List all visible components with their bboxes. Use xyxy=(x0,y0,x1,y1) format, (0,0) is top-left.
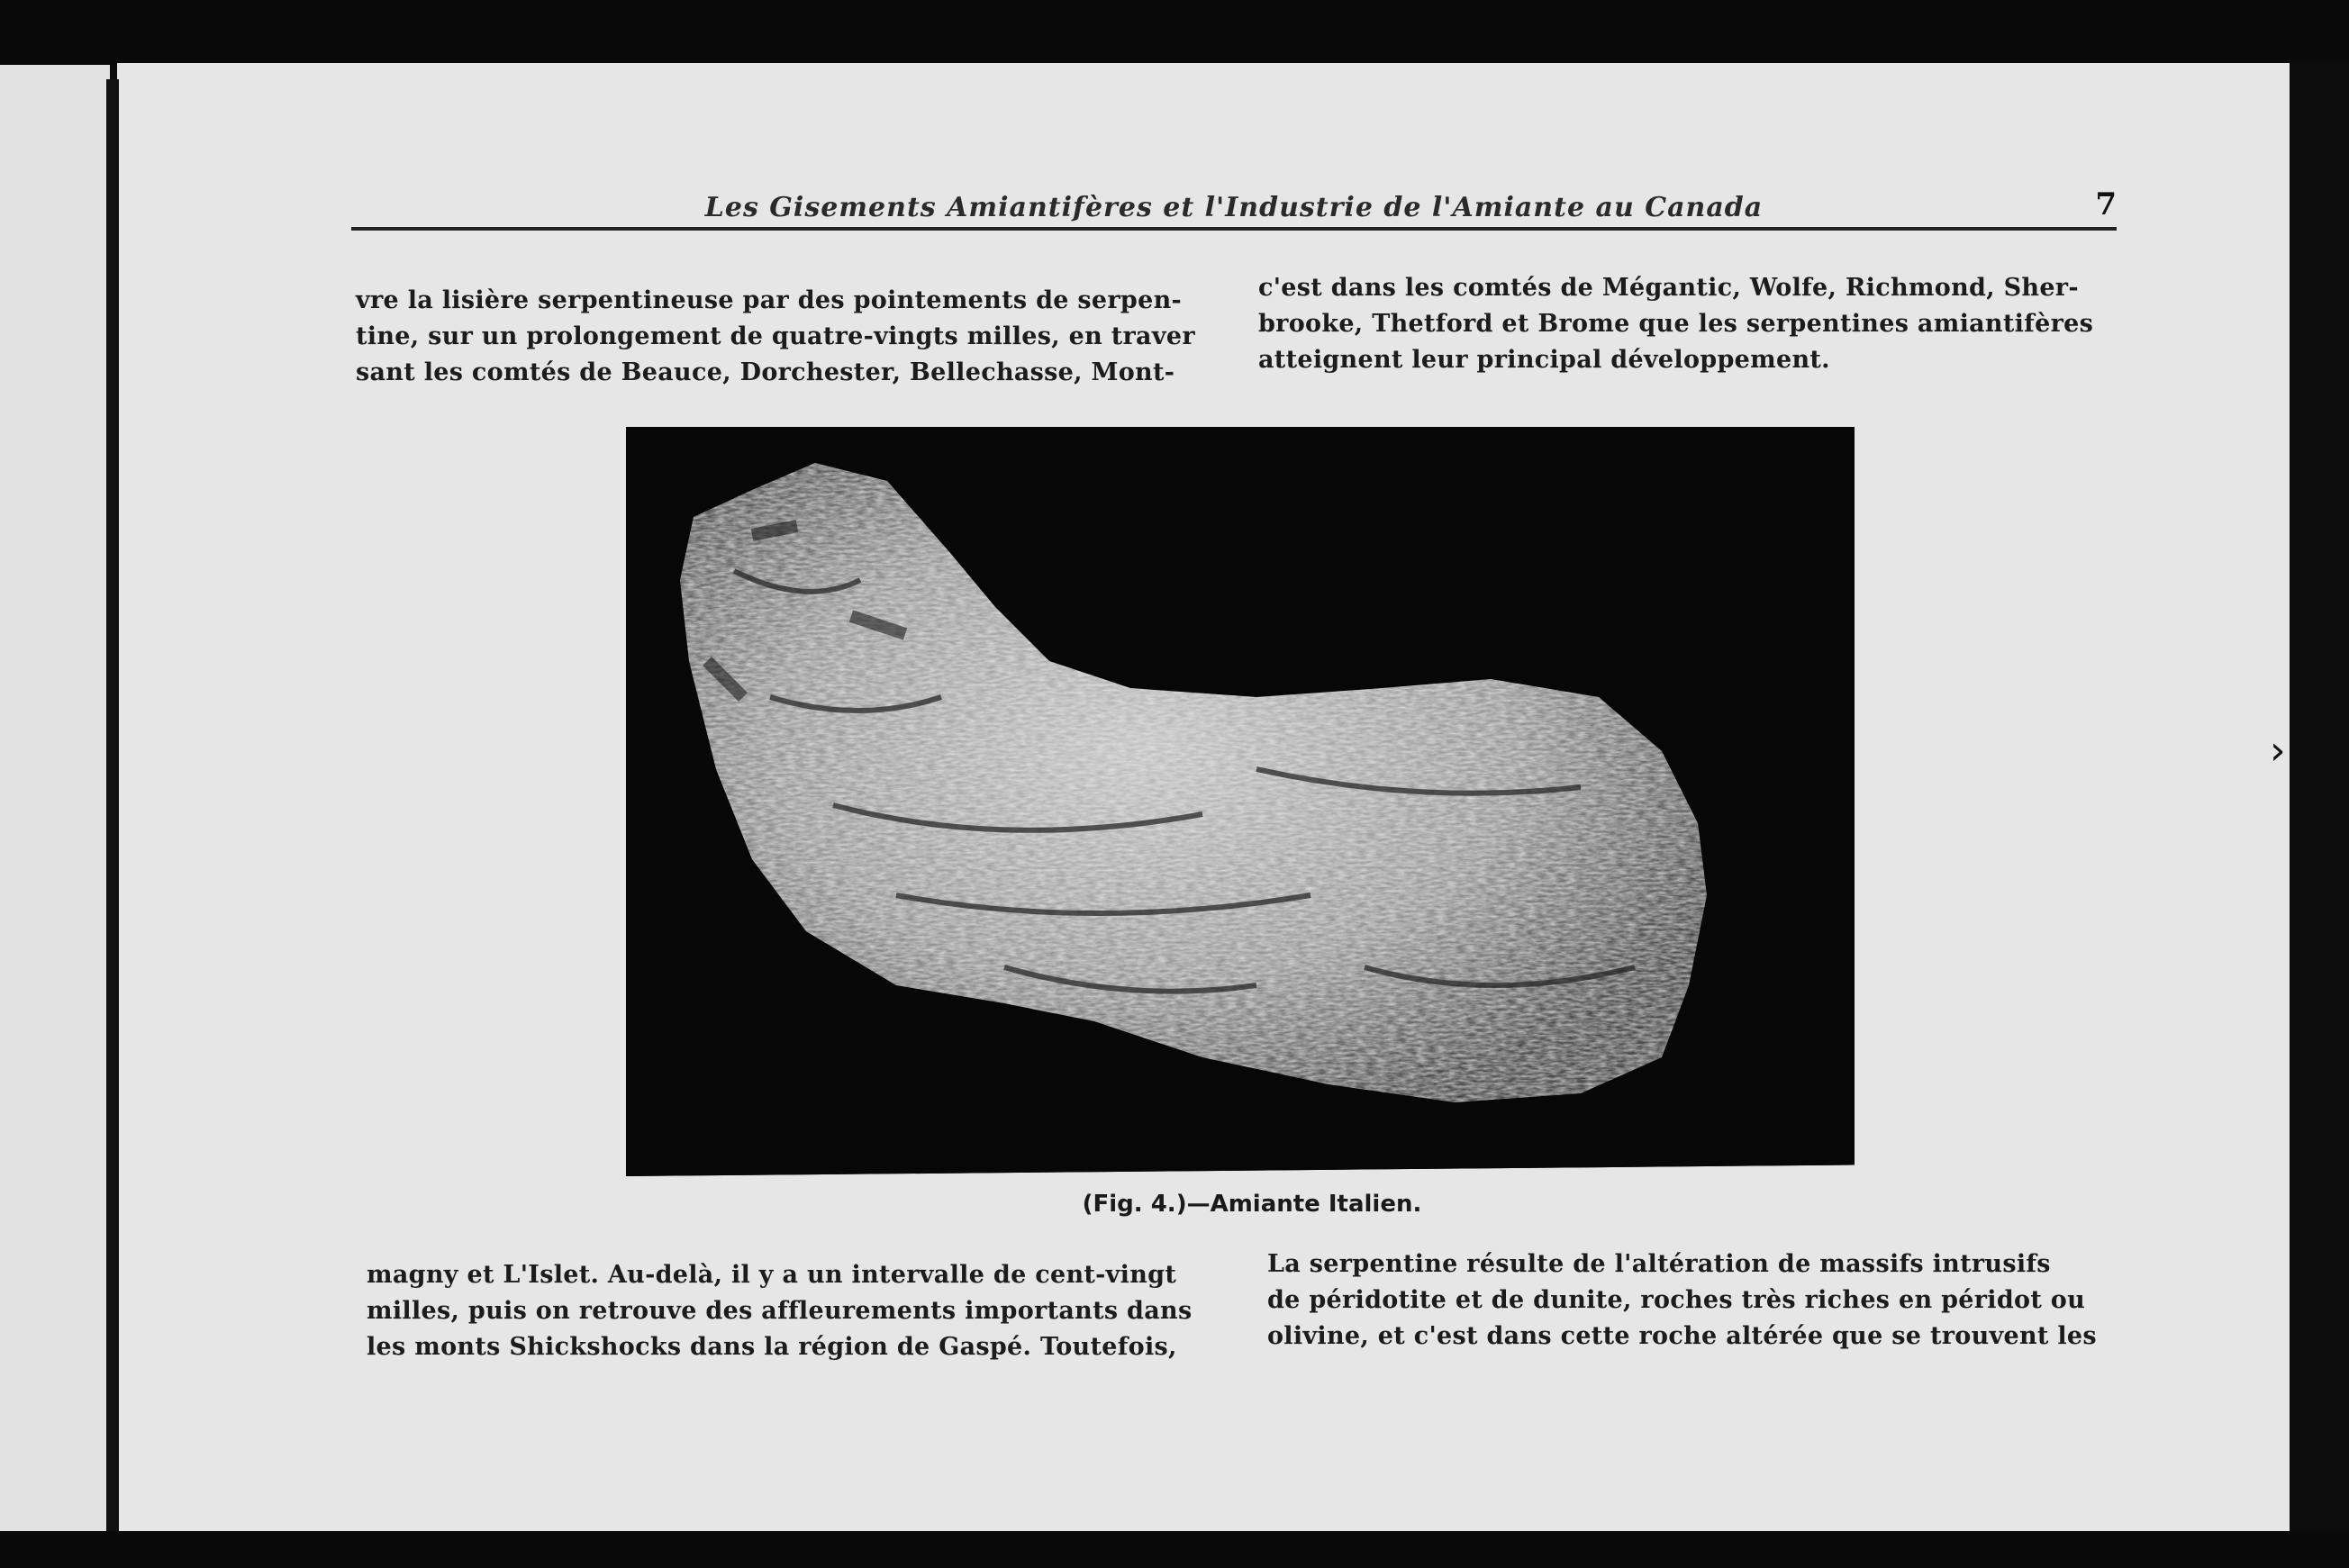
paragraph-bottom-right xyxy=(1267,1246,2127,1355)
header-rule xyxy=(351,227,2117,231)
text-line: milles, puis on retrouve des affleurements importants dans xyxy=(367,1297,1193,1325)
text-line: de péridotite et de dunite, roches très riches en péridot ou xyxy=(1267,1286,2086,1314)
scan-border-top xyxy=(0,0,2349,65)
text-line: atteignent leur principal développement. xyxy=(1258,346,1830,374)
text-line: magny et L'Islet. Au-delà, il y a un intervalle de cent-vingt xyxy=(367,1261,1177,1289)
text-line: vre la lisière serpentineuse par des pointements de serpen- xyxy=(356,286,1183,314)
paragraph-top-right xyxy=(1258,270,2116,378)
facing-page-edge xyxy=(0,65,110,1531)
scan-edge-mark: › xyxy=(2270,728,2286,774)
text-line: olivine, et c'est dans cette roche altérée que se trouvent les xyxy=(1267,1322,2097,1350)
asbestos-specimen-image xyxy=(626,427,1855,1176)
page-number: 7 xyxy=(2095,186,2117,222)
book-gutter xyxy=(106,79,119,1531)
running-title: Les Gisements Amiantifères et l'Industrie de l'Amiante au Canada xyxy=(704,192,1764,223)
asbestos-specimen-photo xyxy=(626,427,1855,1176)
figure-caption: (Fig. 4.)—Amiante Italien. xyxy=(1082,1191,1422,1218)
text-line: c'est dans les comtés de Mégantic, Wolfe, Richmond, Sher- xyxy=(1258,274,2079,302)
text-line: sant les comtés de Beauce, Dorchester, Bellechasse, Mont- xyxy=(356,358,1175,386)
running-header xyxy=(351,185,2117,230)
scan-border-bottom xyxy=(0,1531,2349,1568)
text-line: La serpentine résulte de l'altération de massifs intrusifs xyxy=(1267,1250,2051,1278)
text-line: tine, sur un prolongement de quatre-vingts milles, en traver xyxy=(356,322,1195,350)
paragraph-top-left xyxy=(356,283,1207,391)
text-line: brooke, Thetford et Brome que les serpentines amiantifères xyxy=(1258,310,2094,338)
paragraph-bottom-left xyxy=(367,1257,1225,1365)
scan-border-right xyxy=(2290,63,2349,1533)
text-line: les monts Shickshocks dans la région de Gaspé. Toutefois, xyxy=(367,1333,1177,1361)
